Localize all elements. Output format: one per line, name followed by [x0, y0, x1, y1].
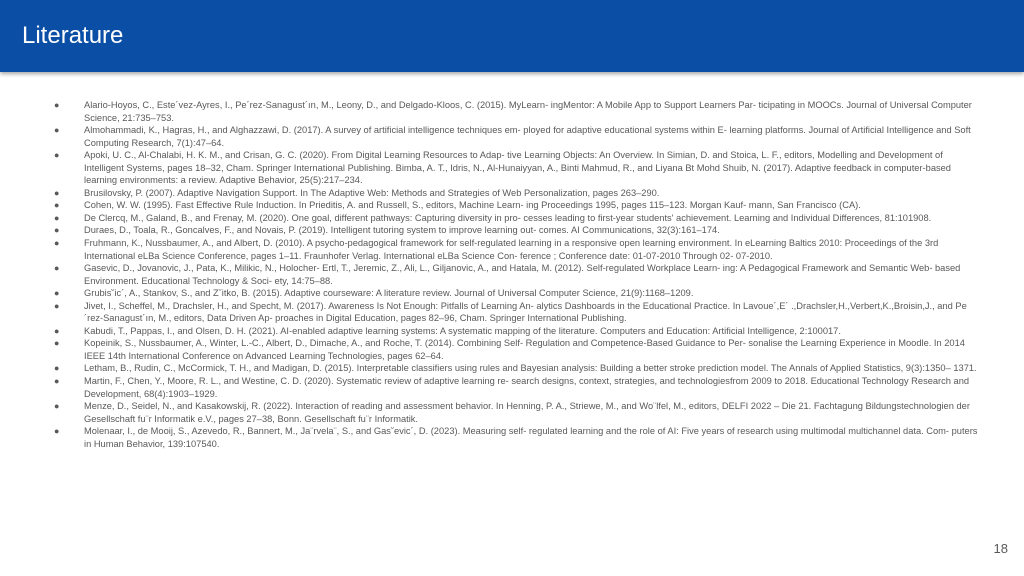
reference-text: De Clercq, M., Galand, B., and Frenay, M. (2020). One goal, different pathways: Capturing diversity in pro- cesses leading to first-year students' achievement. Learning and Individual Differences, 81:101908. [84, 212, 932, 223]
bullet-icon: ● [54, 238, 60, 249]
bullet-icon: ● [54, 426, 60, 437]
reference-item [54, 362, 982, 375]
reference-text: Duraes, D., Toala, R., Goncalves, F., and Novais, P. (2019). Intelligent tutoring system to improve learning out- comes. AI Communications, 32(3):161–174. [84, 225, 720, 236]
reference-text: Kopeinik, S., Nussbaumer, A., Winter, L.-C., Albert, D., Dimache, A., and Roche, T. (2014). Combining Self- Regulation and Competence-Based Guidance to Per- sonalise the Learning Experience in Moodle. In 2014 IEEE 14th International Conference on Advanced Learning Technologies, pages 62–64. [84, 338, 965, 361]
reference-item [54, 99, 982, 124]
reference-item [54, 337, 982, 362]
bullet-icon: ● [54, 263, 60, 274]
reference-text: Almohammadi, K., Hagras, H., and Alghazzawi, D. (2017). A survey of artificial intelligence techniques em- ployed for adaptive educational systems within E- learning platforms. Journal of Artificial Intelligence and Soft Computing Research, 7(1):47–64. [84, 125, 971, 148]
bullet-icon: ● [54, 325, 60, 336]
bullet-icon: ● [54, 300, 60, 311]
reference-text: Jivet, I., Scheffel, M., Drachsler, H., and Specht, M. (2017). Awareness Is Not Enough: Pitfalls of Learning An- alytics Dashboards in the Educational Practice. In Lavoue´,E´ .,Drachsler,H.,Verbert,K.,Broisin,J., and Pe´rez-Sanagust´ın, M., editors, Data Driven Ap- proaches in Digital Education, pages 82–96, Cham. Springer International Publishing. [84, 300, 967, 324]
reference-text: Kabudi, T., Pappas, I., and Olsen, D. H. (2021). AI-enabled adaptive learning systems: A systematic mapping of the literature. Computers and Education: Artificial Intelligence, 2:100017. [84, 325, 841, 336]
reference-text: Alario-Hoyos, C., Este´vez-Ayres, I., Pe´rez-Sanagust´ın, M., Leony, D., and Delgado-Kloos, C. (2015). MyLearn- ingMentor: A Mobile App to Support Learners Par- ticipating in MOOCs. Journal of Universal Computer Science, 21:735–753. [84, 100, 972, 123]
reference-item [54, 187, 982, 200]
bullet-icon: ● [54, 200, 60, 211]
reference-text: Molenaar, I., de Mooij, S., Azevedo, R., Bannert, M., Ja¨rvela¨, S., and Gas˘evic´, D. (2023). Measuring self- regulated learning and the role of AI: Five years of research using multimodal multichannel data. Com- puters in Human Behavior, 139:107540. [84, 426, 978, 449]
reference-item [54, 262, 982, 287]
reference-item [54, 300, 982, 325]
reference-item [54, 287, 982, 300]
reference-list [54, 99, 982, 450]
bullet-icon: ● [54, 150, 60, 161]
reference-item [54, 212, 982, 225]
bullet-icon: ● [54, 401, 60, 412]
reference-item [54, 237, 982, 262]
bullet-icon: ● [54, 187, 60, 198]
title-bar [0, 0, 1024, 72]
reference-text: Cohen, W. W. (1995). Fast Effective Rule Induction. In Prieditis, A. and Russell, S., editors, Machine Learn- ing Proceedings 1995, pages 115–123. Morgan Kauf- mann, San Francisco (CA). [84, 200, 861, 211]
reference-item [54, 124, 982, 149]
reference-text: Gasevic, D., Jovanovic, J., Pata, K., Milikic, N., Holocher- Ertl, T., Jeremic, Z., Ali, L., Giljanovic, A., and Hatala, M. (2012). Self-regulated Workplace Learn- ing: A Pedagogical Framework and Semantic Web- based Environment. Educational Technology & Soci- ety, 14:75–88. [84, 263, 961, 286]
bullet-icon: ● [54, 288, 60, 299]
bullet-icon: ● [54, 212, 60, 223]
bullet-icon: ● [54, 376, 60, 387]
reference-text: Martin, F., Chen, Y., Moore, R. L., and Westine, C. D. (2020). Systematic review of adaptive learning re- search designs, context, strategies, and technologiesfrom 2009 to 2018. Educational Technology Research and Development, 68(4):1903–1929. [84, 376, 970, 399]
reference-item [54, 224, 982, 237]
bullet-icon: ● [54, 363, 60, 374]
reference-item [54, 400, 982, 425]
reference-item [54, 375, 982, 400]
reference-text: Fruhmann, K., Nussbaumer, A., and Albert, D. (2010). A psycho-pedagogical framework for self-regulated learning in a responsive open learning environment. In eLearning Baltics 2010: Proceedings of the 3rd International eLBa Science Conference, pages 1–11. Fraunhofer Verlag. International eLBa Science Con- ference ; Conference date: 01-07-2010 Through 02- 07-2010. [84, 238, 939, 261]
reference-text: Menze, D., Seidel, N., and Kasakowskij, R. (2022). Interaction of reading and assessment behavior. In Henning, P. A., Striewe, M., and Wo¨lfel, M., editors, DELFI 2022 – Die 21. Fachtagung Bildungstechnologien der Gesellschaft fu¨r Informatik e.V., pages 27–38, Bonn. Gesellschaft fu¨r Informatik. [84, 401, 970, 424]
reference-item [54, 149, 982, 187]
reference-item [54, 325, 982, 338]
page-title: Literature [22, 22, 124, 49]
page-number: 18 [993, 541, 1008, 556]
reference-text: Apoki, U. C., Al-Chalabi, H. K. M., and Crisan, G. C. (2020). From Digital Learning Resources to Adap- tive Learning Objects: An Overview. In Simian, D. and Stoica, L. F., editors, Modelling and Development of Intelligent Systems, pages 18–32, Cham. Springer International Publishing. Bimba, A. T., Idris, N., Al-Hunaiyyan, A., Binti Mahmud, R., and Liyana Bt Mohd Shuib, N. (2017). Adaptive feedback in computer-based learning environments: a review. Adaptive Behavior, 25(5):217–234. [84, 150, 951, 186]
reference-item [54, 425, 982, 450]
bullet-icon: ● [54, 225, 60, 236]
reference-text: Letham, B., Rudin, C., McCormick, T. H., and Madigan, D. (2015). Interpretable classifiers using rules and Bayesian analysis: Building a better stroke prediction model. The Annals of Applied Statistics, 9(3):1350– 1371. [84, 363, 977, 374]
reference-text: Brusilovsky, P. (2007). Adaptive Navigation Support. In The Adaptive Web: Methods and Strategies of Web Personalization, pages 263–290. [84, 187, 660, 198]
reference-text: Grubis˘ic´, A., Stankov, S., and Zˇitko, B. (2015). Adaptive courseware: A literature review. Journal of Universal Computer Science, 21(9):1168–1209. [84, 288, 694, 299]
bullet-icon: ● [54, 125, 60, 136]
bullet-icon: ● [54, 100, 60, 110]
reference-item [54, 199, 982, 212]
bullet-icon: ● [54, 338, 60, 349]
